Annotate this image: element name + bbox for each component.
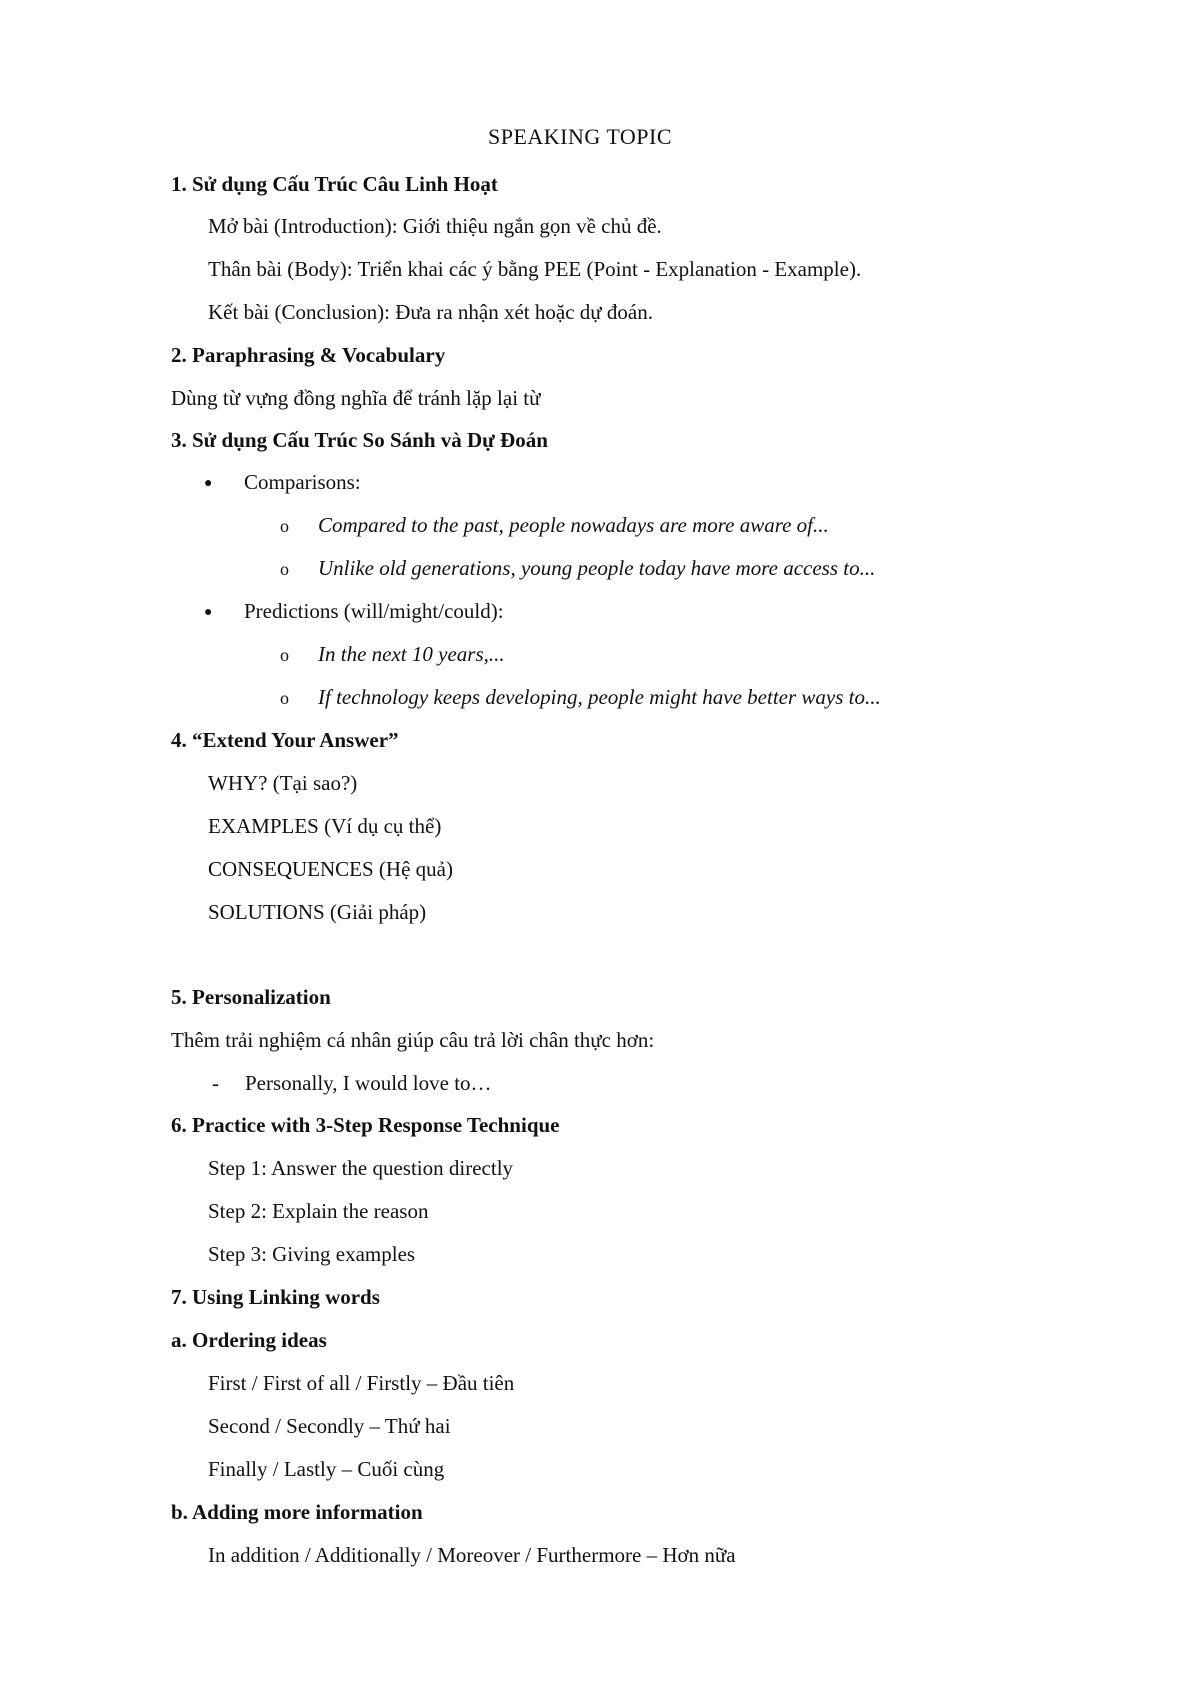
- dash-item-text: Personally, I would love to…: [245, 1071, 492, 1095]
- section-5-heading: 5. Personalization: [171, 985, 331, 1009]
- section-2-heading: 2. Paraphrasing & Vocabulary: [171, 343, 446, 367]
- section-6-item: Step 3: Giving examples: [208, 1242, 416, 1266]
- section-1-item: Kết bài (Conclusion): Đưa ra nhận xét hoặc dự đoán.: [208, 300, 653, 324]
- bullet-label: Predictions (will/might/could):: [244, 599, 504, 623]
- bullet-item: [204, 469, 361, 497]
- section-6-heading: 6. Practice with 3-Step Response Technique: [171, 1113, 560, 1137]
- sub-bullet-item: [280, 641, 505, 668]
- section-1-item: Mở bài (Introduction): Giới thiệu ngắn gọn về chủ đề.: [208, 214, 662, 238]
- bullet-icon: ●: [204, 476, 213, 492]
- bullet-label: Comparisons:: [244, 470, 361, 494]
- section-4-heading: 4. “Extend Your Answer”: [171, 728, 399, 752]
- section-7-heading: 7. Using Linking words: [171, 1285, 380, 1309]
- sub-bullet-icon: o: [280, 645, 289, 665]
- dash-item: [212, 1070, 492, 1096]
- sub-bullet-icon: o: [280, 559, 289, 579]
- subsection-a-item: First / First of all / Firstly – Đầu tiên: [208, 1371, 515, 1395]
- example-sentence: If technology keeps developing, people might have better ways to...: [318, 685, 881, 709]
- section-2-text: Dùng từ vựng đồng nghĩa để tránh lặp lại từ: [171, 386, 541, 410]
- subsection-a-item: Finally / Lastly – Cuối cùng: [208, 1457, 445, 1481]
- example-sentence: In the next 10 years,...: [318, 642, 505, 666]
- subsection-a-heading: a. Ordering ideas: [171, 1328, 327, 1352]
- subsection-a-item: Second / Secondly – Thứ hai: [208, 1414, 451, 1438]
- example-sentence: Unlike old generations, young people today have more access to...: [318, 556, 876, 580]
- section-4-item: SOLUTIONS (Giải pháp): [208, 900, 427, 924]
- sub-bullet-item: [280, 512, 829, 539]
- subsection-b-heading: b. Adding more information: [171, 1500, 423, 1524]
- section-3-heading: 3. Sử dụng Cấu Trúc So Sánh và Dự Đoán: [171, 428, 548, 452]
- bullet-item: [204, 598, 504, 626]
- sub-bullet-item: [280, 684, 881, 711]
- section-4-item: WHY? (Tại sao?): [208, 771, 358, 795]
- section-6-item: Step 2: Explain the reason: [208, 1199, 429, 1223]
- section-5-text: Thêm trải nghiệm cá nhân giúp câu trả lời chân thực hơn:: [171, 1028, 655, 1052]
- sub-bullet-item: [280, 555, 875, 582]
- section-6-item: Step 1: Answer the question directly: [208, 1156, 514, 1180]
- section-4-item: EXAMPLES (Ví dụ cụ thể): [208, 814, 442, 838]
- section-4-item: CONSEQUENCES (Hệ quả): [208, 857, 453, 881]
- page-title: SPEAKING TOPIC: [487, 124, 673, 149]
- subsection-b-item: In addition / Additionally / Moreover / Furthermore – Hơn nữa: [208, 1543, 736, 1567]
- example-sentence: Compared to the past, people nowadays are more aware of...: [318, 513, 829, 537]
- sub-bullet-icon: o: [280, 516, 289, 536]
- section-1-heading: 1. Sử dụng Cấu Trúc Câu Linh Hoạt: [171, 172, 498, 196]
- sub-bullet-icon: o: [280, 688, 289, 708]
- dash-icon: -: [212, 1071, 219, 1095]
- bullet-icon: ●: [204, 605, 213, 621]
- section-1-item: Thân bài (Body): Triển khai các ý bằng PEE (Point - Explanation - Example).: [208, 257, 862, 281]
